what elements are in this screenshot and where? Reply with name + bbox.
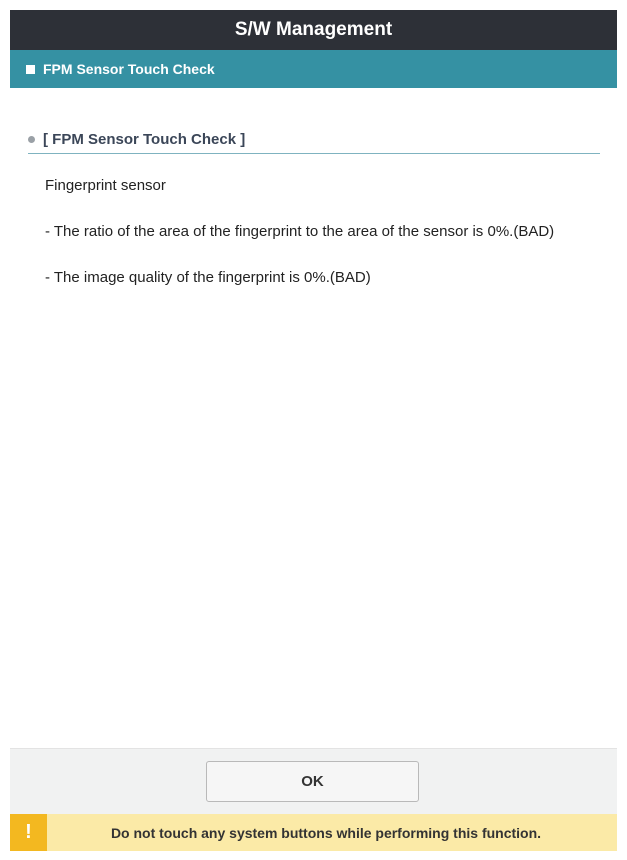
content-line: - The ratio of the area of the fingerprint to the area of the sensor is 0%.(BAD)	[45, 223, 555, 240]
warning-text: Do not touch any system buttons while performing this function.	[110, 824, 542, 841]
sub-header	[10, 50, 617, 88]
result-content	[45, 176, 605, 314]
window-title: S/W Management	[234, 19, 393, 40]
ok-button[interactable]: OK	[206, 761, 419, 802]
warning-bar	[10, 814, 617, 851]
footer	[10, 748, 617, 851]
warning-icon: !	[10, 814, 47, 851]
section-title: [ FPM Sensor Touch Check ]	[43, 130, 246, 148]
title-bar	[10, 10, 617, 50]
section-heading	[28, 125, 600, 154]
app-window	[10, 10, 617, 850]
circle-bullet-icon	[28, 136, 35, 143]
content-line: - The image quality of the fingerprint is 0%.(BAD)	[45, 269, 371, 286]
sub-header-title: FPM Sensor Touch Check	[43, 61, 215, 77]
square-bullet-icon	[26, 65, 35, 74]
content-line: Fingerprint sensor	[45, 177, 166, 194]
